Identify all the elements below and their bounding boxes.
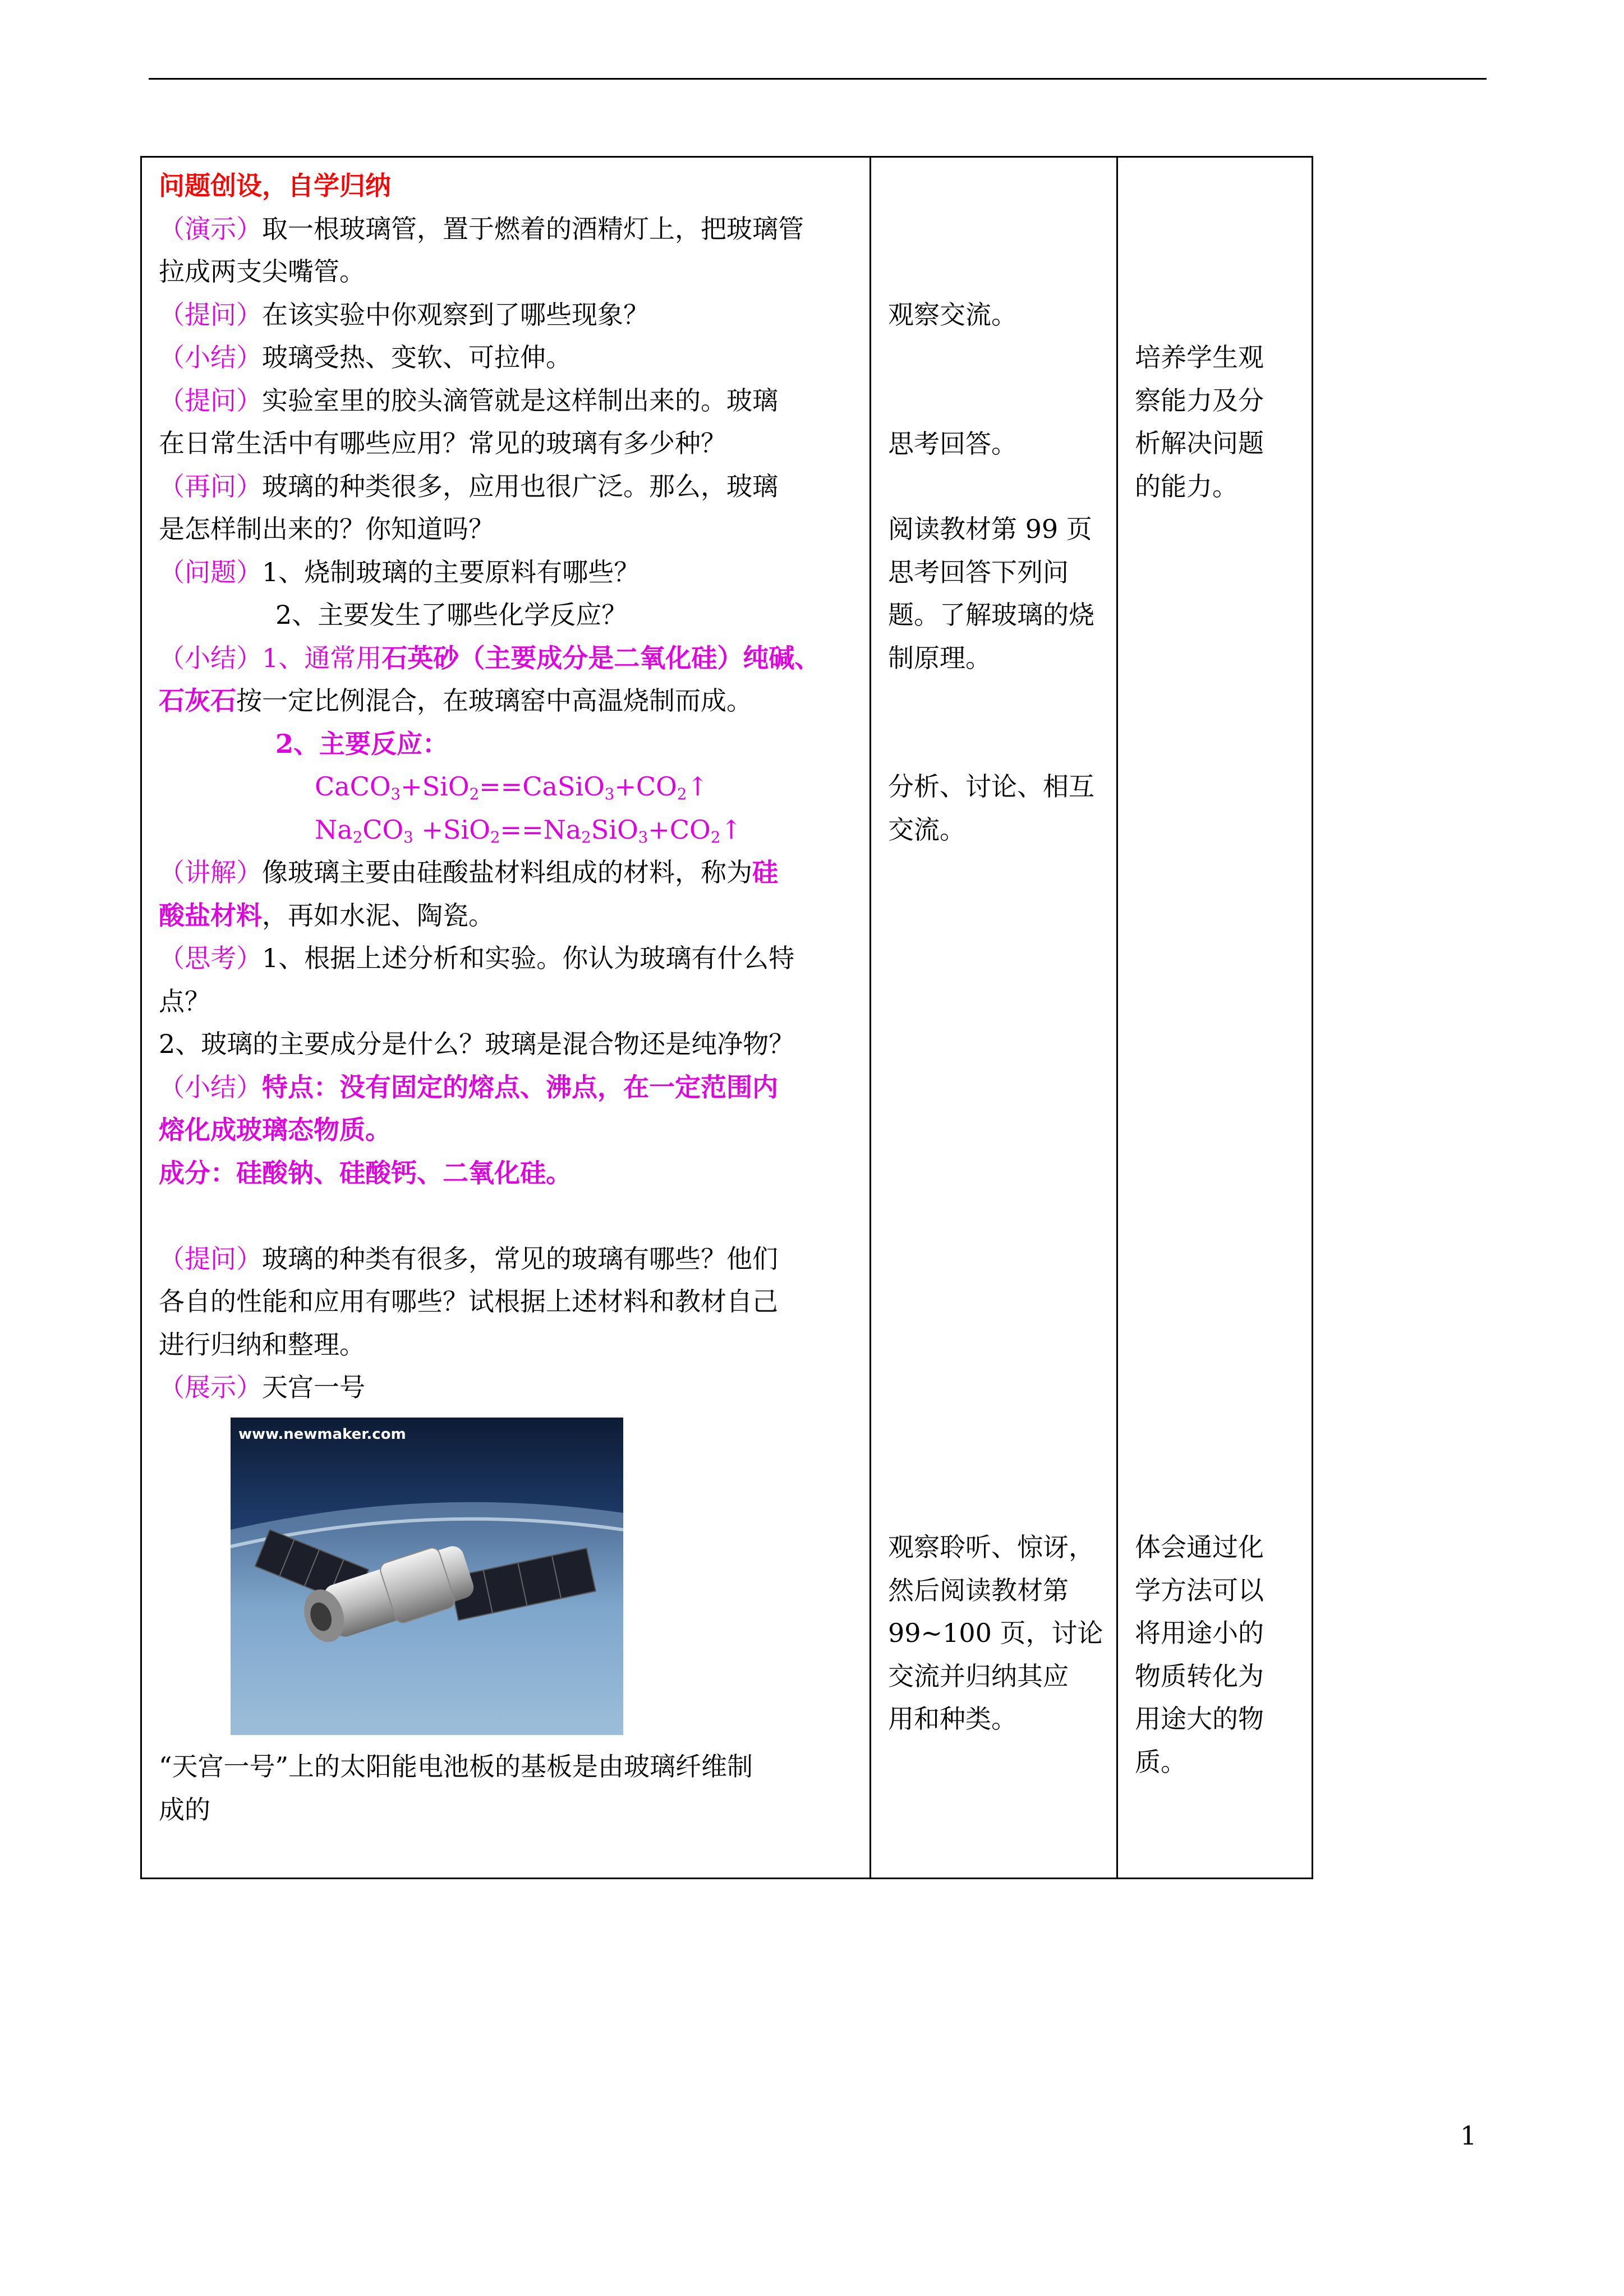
student-activity-observe: 观察交流。	[888, 300, 1017, 330]
tag-ask-again: （再问）	[159, 471, 262, 501]
photo-caption-line-1: “天宫一号”上的太阳能电池板的基板是由玻璃纤维制	[159, 1751, 753, 1782]
student-activity-discuss: 分析、讨论、相互 交流。	[888, 771, 1094, 845]
student-activity-read: 阅读教材第 99 页 思考回答下列问 题。了解玻璃的烧 制原理。	[888, 514, 1094, 673]
problem-line-2: 2、主要发生了哪些化学反应？	[275, 600, 628, 630]
blank-line	[159, 1194, 866, 1237]
tag-summary: （小结）	[159, 342, 262, 372]
section-heading: 问题创设，自学归纳	[159, 171, 391, 201]
think-line-3: 2、玻璃的主要成分是什么？玻璃是混合物还是纯净物？	[159, 1029, 795, 1059]
tag-think: （思考）	[159, 943, 262, 973]
student-activity-listen: 观察聆听、惊讶， 然后阅读教材第 99~100 页，讨论 交流并归纳其应 用和种类。	[888, 1532, 1103, 1734]
tag-question: （提问）	[159, 385, 262, 416]
tag-demo: （演示）	[159, 213, 262, 244]
summary-3-line-3: 成分：硅酸钠、硅酸钙、二氧化硅。	[159, 1157, 572, 1188]
summary-3-line-1: （小结）特点：没有固定的熔点、沸点，在一定范围内	[159, 1071, 778, 1102]
reaction-heading: 2、主要反应：	[275, 728, 449, 759]
page-number: 1	[1460, 2120, 1477, 2151]
show-line: （展示）天宫一号	[159, 1372, 365, 1402]
tag-question: （提问）	[159, 1243, 262, 1274]
summary-1: （小结）玻璃受热、变软、可拉伸。	[159, 342, 572, 372]
question-3-line-2: 是怎样制出来的？你知道吗？	[159, 514, 494, 544]
question-2-line-2: 在日常生活中有哪些应用？常见的玻璃有多少种？	[159, 428, 726, 458]
header-rule	[149, 78, 1487, 80]
column-divider-2	[1116, 158, 1118, 1878]
tag-summary: （小结）	[159, 1071, 262, 1102]
tag-problem: （问题）	[159, 556, 262, 587]
equation-2: $Na_2CO_3$ $+SiO_2==Na_2SiO_3+CO_2↑$	[315, 814, 742, 846]
summary-2-line-2: 石灰石按一定比例混合，在玻璃窑中高温烧制而成。	[159, 685, 752, 716]
explain-line-1: （讲解）像玻璃主要由硅酸盐材料组成的材料，称为硅	[159, 857, 778, 887]
lesson-table	[140, 156, 1313, 1879]
problem-line-1: （问题）1、烧制玻璃的主要原料有哪些？	[159, 556, 640, 587]
think-line-2: 点？	[159, 986, 210, 1016]
summary-3-line-2: 熔化成玻璃态物质。	[159, 1115, 391, 1145]
tag-question: （提问）	[159, 299, 262, 330]
summary-2-line-1: （小结）1、通常用石英砂（主要成分是二氧化硅）纯碱、	[159, 642, 821, 673]
gas-arrow-icon: ↑	[687, 771, 709, 802]
question-2-line-1: （提问）实验室里的胶头滴管就是这样制出来的。玻璃	[159, 385, 778, 416]
tiangong-1-photo	[231, 1418, 623, 1735]
question-4-line-3: 进行归纳和整理。	[159, 1329, 365, 1360]
teacher-activity-column	[159, 164, 866, 1409]
student-activity-think: 思考回答。	[888, 429, 1017, 459]
think-line-1: （思考）1、根据上述分析和实验。你认为玻璃有什么特	[159, 943, 795, 973]
gas-arrow-icon: ↑	[720, 814, 742, 845]
photo-watermark: www.newmaker.com	[238, 1426, 406, 1443]
equation-1: $CaCO_3+SiO_2==CaSiO_3+CO_2↑$	[315, 771, 709, 803]
explain-line-2: 酸盐材料，再如水泥、陶瓷。	[159, 900, 494, 931]
design-intent-1: 培养学生观 察能力及分 析解决问题 的能力。	[1135, 342, 1264, 501]
design-intent-2: 体会通过化 学方法可以 将用途小的 物质转化为 用途大的物 质。	[1135, 1532, 1264, 1777]
question-4-line-1: （提问）玻璃的种类有很多，常见的玻璃有哪些？他们	[159, 1243, 778, 1274]
photo-caption-line-2: 成的	[159, 1794, 210, 1825]
satellite-illustration	[231, 1418, 623, 1735]
tag-show: （展示）	[159, 1372, 262, 1402]
question-4-line-2: 各自的性能和应用有哪些？试根据上述材料和教材自己	[159, 1286, 778, 1317]
photo-caption-block	[159, 1745, 866, 1831]
question-1: （提问）在该实验中你观察到了哪些现象？	[159, 299, 649, 330]
column-divider-1	[869, 158, 871, 1878]
question-3-line-1: （再问）玻璃的种类很多，应用也很广泛。那么，玻璃	[159, 471, 778, 501]
tag-explain: （讲解）	[159, 857, 262, 887]
demo-line-1: （演示）取一根玻璃管，置于燃着的酒精灯上，把玻璃管	[159, 213, 804, 244]
tag-summary: （小结）	[159, 642, 262, 673]
demo-line-2: 拉成两支尖嘴管。	[159, 256, 365, 287]
